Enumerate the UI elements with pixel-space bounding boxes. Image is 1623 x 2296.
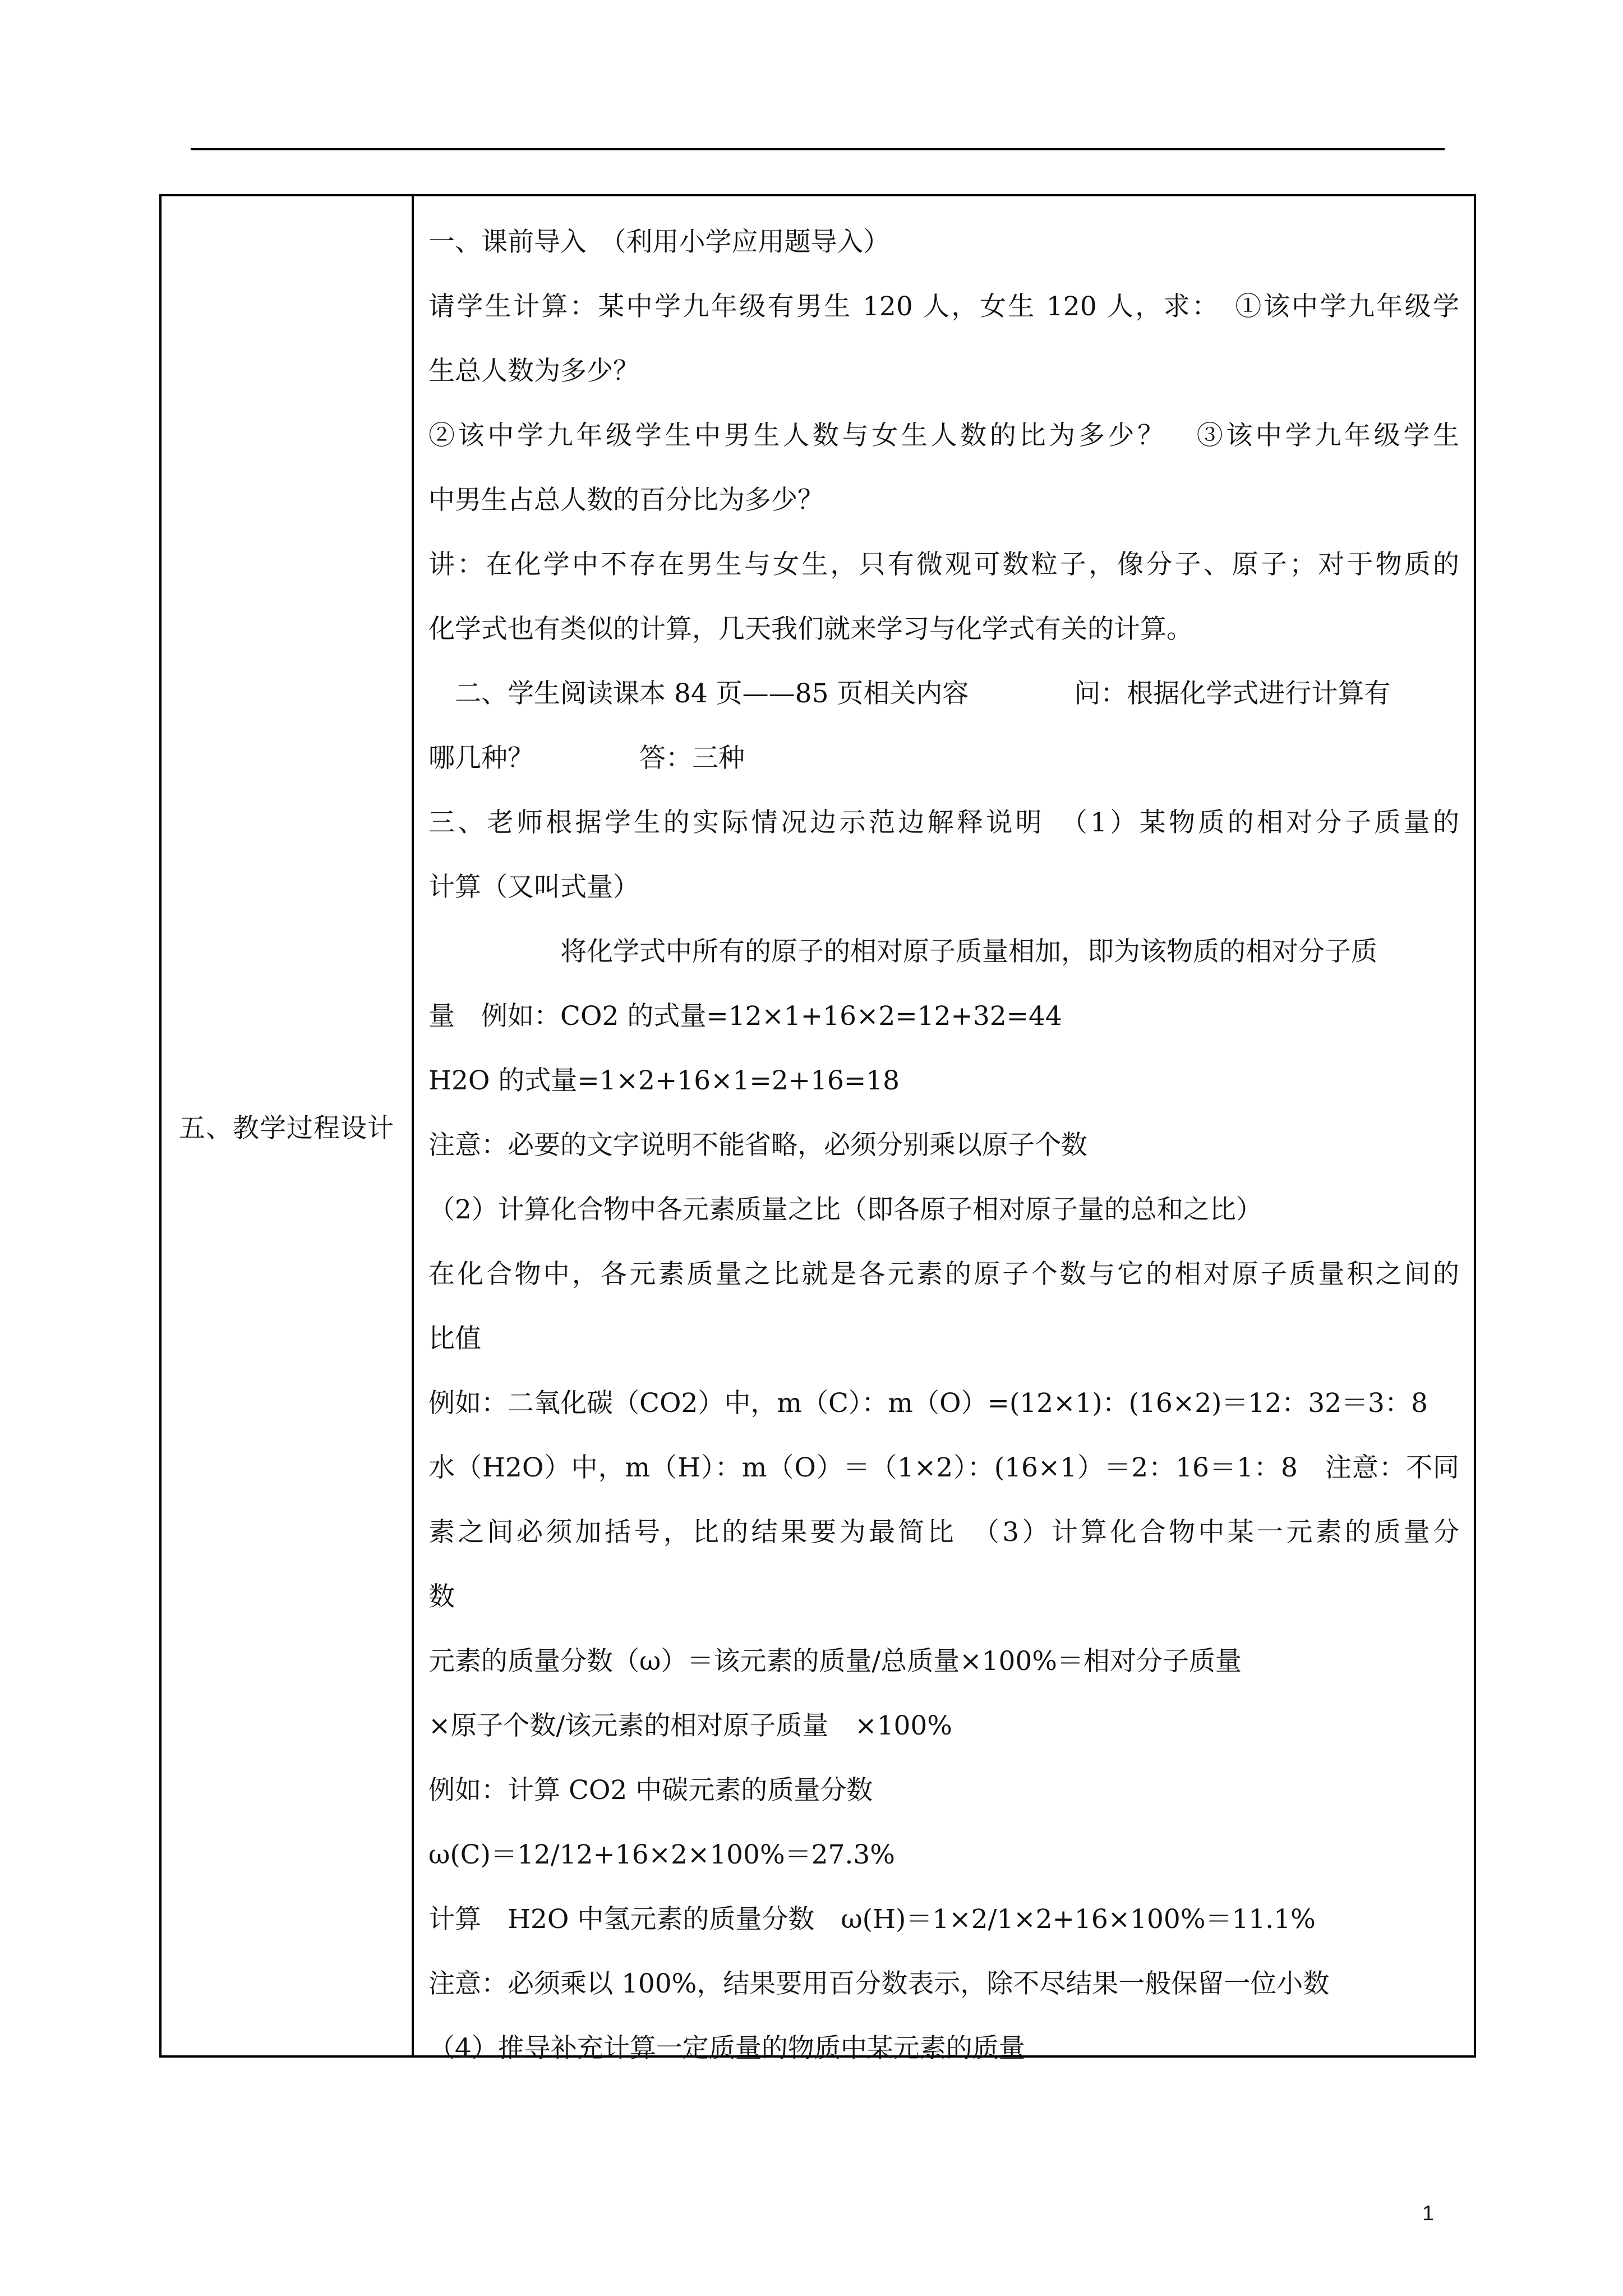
page-number: 1 xyxy=(1422,2202,1435,2225)
text-line: ②该中学九年级学生中男生人数与女生人数的比为多少？ ③该中学九年级学生 xyxy=(428,420,1459,451)
section-label: 五、教学过程设计 xyxy=(179,1112,394,1144)
section-label-cell xyxy=(162,196,414,2055)
text-line: （2）计算化合物中各元素质量之比（即各原子相对原子量的总和之比） xyxy=(428,1194,1262,1225)
text-line: H2O 的式量=1×2+16×1=2+16=18 xyxy=(428,1065,900,1096)
text-line: 三、老师根据学生的实际情况边示范边解释说明 （1）某物质的相对分子质量的 xyxy=(428,807,1459,838)
text-line: 例如：计算 CO2 中碳元素的质量分数 xyxy=(428,1775,873,1806)
text-line: 计算 H2O 中氢元素的质量分数 ω(H)＝1×2/1×2+16×100%＝11.1% xyxy=(428,1904,1316,1935)
text-line: ×原子个数/该元素的相对原子质量 ×100% xyxy=(428,1710,952,1741)
text-line: 数 xyxy=(428,1581,455,1612)
text-line: 请学生计算：某中学九年级有男生 120 人，女生 120 人，求： ①该中学九年级学 xyxy=(428,291,1459,322)
text-line: 素之间必须加括号，比的结果要为最简比 （3）计算化合物中某一元素的质量分 xyxy=(428,1517,1459,1548)
text-line: 化学式也有类似的计算，几天我们就来学习与化学式有关的计算。 xyxy=(428,614,1193,645)
content-cell xyxy=(414,196,1474,2064)
text-line: 在化合物中，各元素质量之比就是各元素的原子个数与它的相对原子质量积之间的 xyxy=(428,1259,1459,1290)
text-line: 水（H2O）中，m（H）：m（O）＝（1×2）：(16×1）＝2：16＝1：8 注意：不同 xyxy=(428,1452,1459,1483)
text-line: （4）推导补充计算一定质量的物质中某元素的质量 xyxy=(428,2033,1025,2064)
text-line: 注意：必须乘以 100%，结果要用百分数表示，除不尽结果一般保留一位小数 xyxy=(428,1968,1330,1999)
text-line: 例如：二氧化碳（CO2）中，m（C）：m（O）=(12×1)：(16×2)＝12：32＝3：8 xyxy=(428,1388,1428,1419)
text-line: 量 例如：CO2 的式量=12×1+16×2=12+32=44 xyxy=(428,1001,1062,1032)
text-line: 注意：必要的文字说明不能省略，必须分别乘以原子个数 xyxy=(428,1130,1087,1161)
text-line: 哪几种？ 答：三种 xyxy=(428,743,745,774)
header-rule xyxy=(191,148,1445,150)
text-line: 中男生占总人数的百分比为多少？ xyxy=(428,485,824,516)
text-line: 元素的质量分数（ω）＝该元素的质量/总质量×100%＝相对分子质量 xyxy=(428,1646,1242,1677)
text-line: 计算（又叫式量） xyxy=(428,872,639,903)
text-line: 二、学生阅读课本 84 页——85 页相关内容 问：根据化学式进行计算有 xyxy=(428,678,1391,709)
text-line: 生总人数为多少？ xyxy=(428,356,639,386)
text-line: 比值 xyxy=(428,1323,481,1354)
text-line: 讲：在化学中不存在男生与女生，只有微观可数粒子，像分子、原子；对于物质的 xyxy=(428,549,1459,580)
text-line: 将化学式中所有的原子的相对原子质量相加，即为该物质的相对分子质 xyxy=(428,936,1377,967)
text-line: ω(C)＝12/12+16×2×100%＝27.3% xyxy=(428,1839,895,1870)
text-line: 一、课前导入 （利用小学应用题导入） xyxy=(428,227,890,257)
lesson-table xyxy=(159,194,1476,2064)
